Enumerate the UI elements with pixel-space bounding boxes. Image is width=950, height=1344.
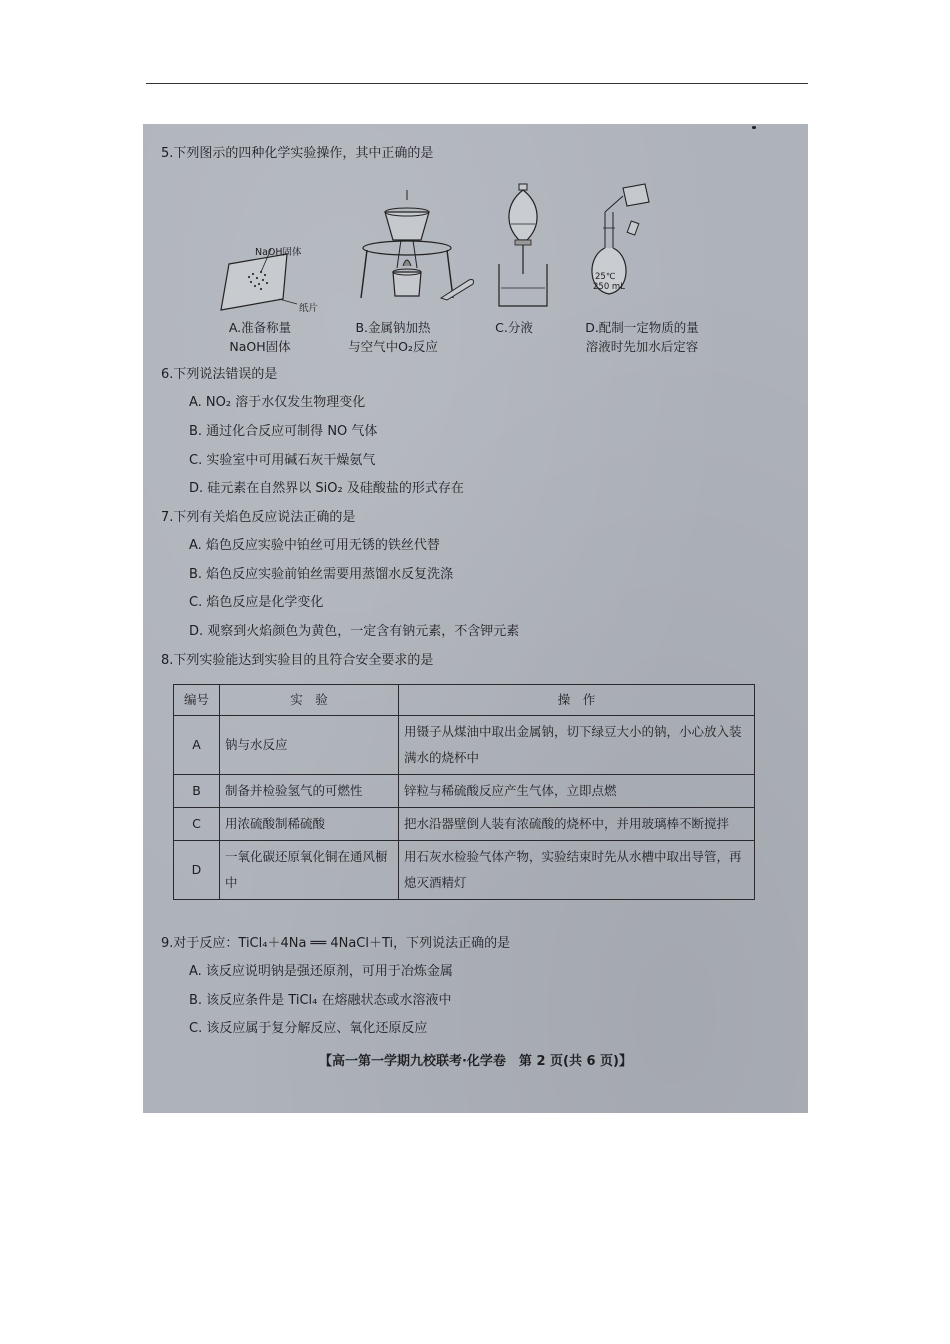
q6-option-b: B. 通过化合反应可制得 NO 气体 (189, 424, 378, 439)
row-operation: 用石灰水检验气体产物，实验结束时先从水槽中取出导管，再熄灭酒精灯 (399, 841, 755, 900)
q7-option-c: C. 焰色反应是化学变化 (189, 595, 324, 610)
exam-page-photo (143, 124, 808, 1113)
table-row (174, 775, 755, 808)
figure-c-separatory-funnel (495, 184, 555, 314)
row-experiment: 钠与水反应 (220, 716, 399, 775)
figure-b-crucible-tongs (439, 274, 479, 304)
row-experiment: 制备并检验氢气的可燃性 (220, 775, 399, 808)
q5-option-a: A.准备称量 NaOH固体 (228, 320, 292, 354)
row-experiment: 一氧化碳还原氧化铜在通风橱中 (220, 841, 399, 900)
q6-option-c: C. 实验室中可用碱石灰干燥氨气 (189, 453, 376, 468)
row-operation: 用镊子从煤油中取出金属钠，切下绿豆大小的钠，小心放入装满水的烧杯中 (399, 716, 755, 775)
q8-stem: 8.下列实验能达到实验目的且符合安全要求的是 (161, 653, 434, 668)
q6-option-d: D. 硅元素在自然界以 SiO₂ 及硅酸盐的形式存在 (189, 481, 464, 496)
header-rule (146, 83, 808, 84)
q7-option-d: D. 观察到火焰颜色为黄色，一定含有钠元素，不含钾元素 (189, 624, 520, 639)
q7-option-b: B. 焰色反应实验前铂丝需要用蒸馏水反复洗涤 (189, 567, 454, 582)
q9-stem: 9.对于反应：TiCl₄＋4Na ══ 4NaCl＋Ti，下列说法正确的是 (161, 936, 511, 951)
row-experiment: 用浓硫酸制稀硫酸 (220, 808, 399, 841)
q5-stem: 5.下列图示的四种化学实验操作，其中正确的是 (161, 146, 434, 161)
header-id: 编号 (174, 685, 220, 716)
ink-speck (752, 126, 756, 129)
row-operation: 把水沿器壁倒人装有浓硫酸的烧杯中，并用玻璃棒不断搅拌 (399, 808, 755, 841)
page-footer: 【高一第一学期九校联考·化学卷 第 2 页(共 6 页)】 (318, 1054, 633, 1069)
header-operation: 操 作 (399, 685, 755, 716)
row-id: D (174, 841, 220, 900)
q8-experiment-table (173, 684, 755, 900)
q5-option-c: C.分液 (495, 320, 533, 335)
flask-volume-label: 250 mL (593, 282, 625, 292)
row-id: C (174, 808, 220, 841)
flask-temp-label: 25℃ (595, 272, 616, 282)
paper-label: 纸片 (299, 303, 319, 314)
table-row (174, 841, 755, 900)
q6-stem: 6.下列说法错误的是 (161, 367, 278, 382)
row-id: B (174, 775, 220, 808)
q9-option-b: B. 该反应条件是 TiCl₄ 在熔融状态或水溶液中 (189, 993, 452, 1008)
q5-option-d: D.配制一定物质的量 溶液时先加水后定容 (585, 320, 699, 354)
row-id: A (174, 716, 220, 775)
figure-d-volumetric-flask (583, 182, 663, 312)
table-header-row (174, 685, 755, 716)
table-row (174, 808, 755, 841)
q7-option-a: A. 焰色反应实验中铂丝可用无锈的铁丝代替 (189, 538, 440, 553)
naoh-solid-label: NaOH固体 (255, 247, 302, 258)
q7-stem: 7.下列有关焰色反应说法正确的是 (161, 510, 356, 525)
table-row (174, 716, 755, 775)
row-operation: 锌粒与稀硫酸反应产生气体，立即点燃 (399, 775, 755, 808)
q9-option-a: A. 该反应说明钠是强还原剂，可用于冶炼金属 (189, 964, 453, 979)
q6-option-a: A. NO₂ 溶于水仅发生物理变化 (189, 395, 366, 410)
q9-option-c: C. 该反应属于复分解反应、氧化还原反应 (189, 1021, 428, 1036)
header-experiment: 实 验 (220, 685, 399, 716)
q5-option-b: B.金属钠加热 与空气中O₂反应 (348, 320, 438, 354)
